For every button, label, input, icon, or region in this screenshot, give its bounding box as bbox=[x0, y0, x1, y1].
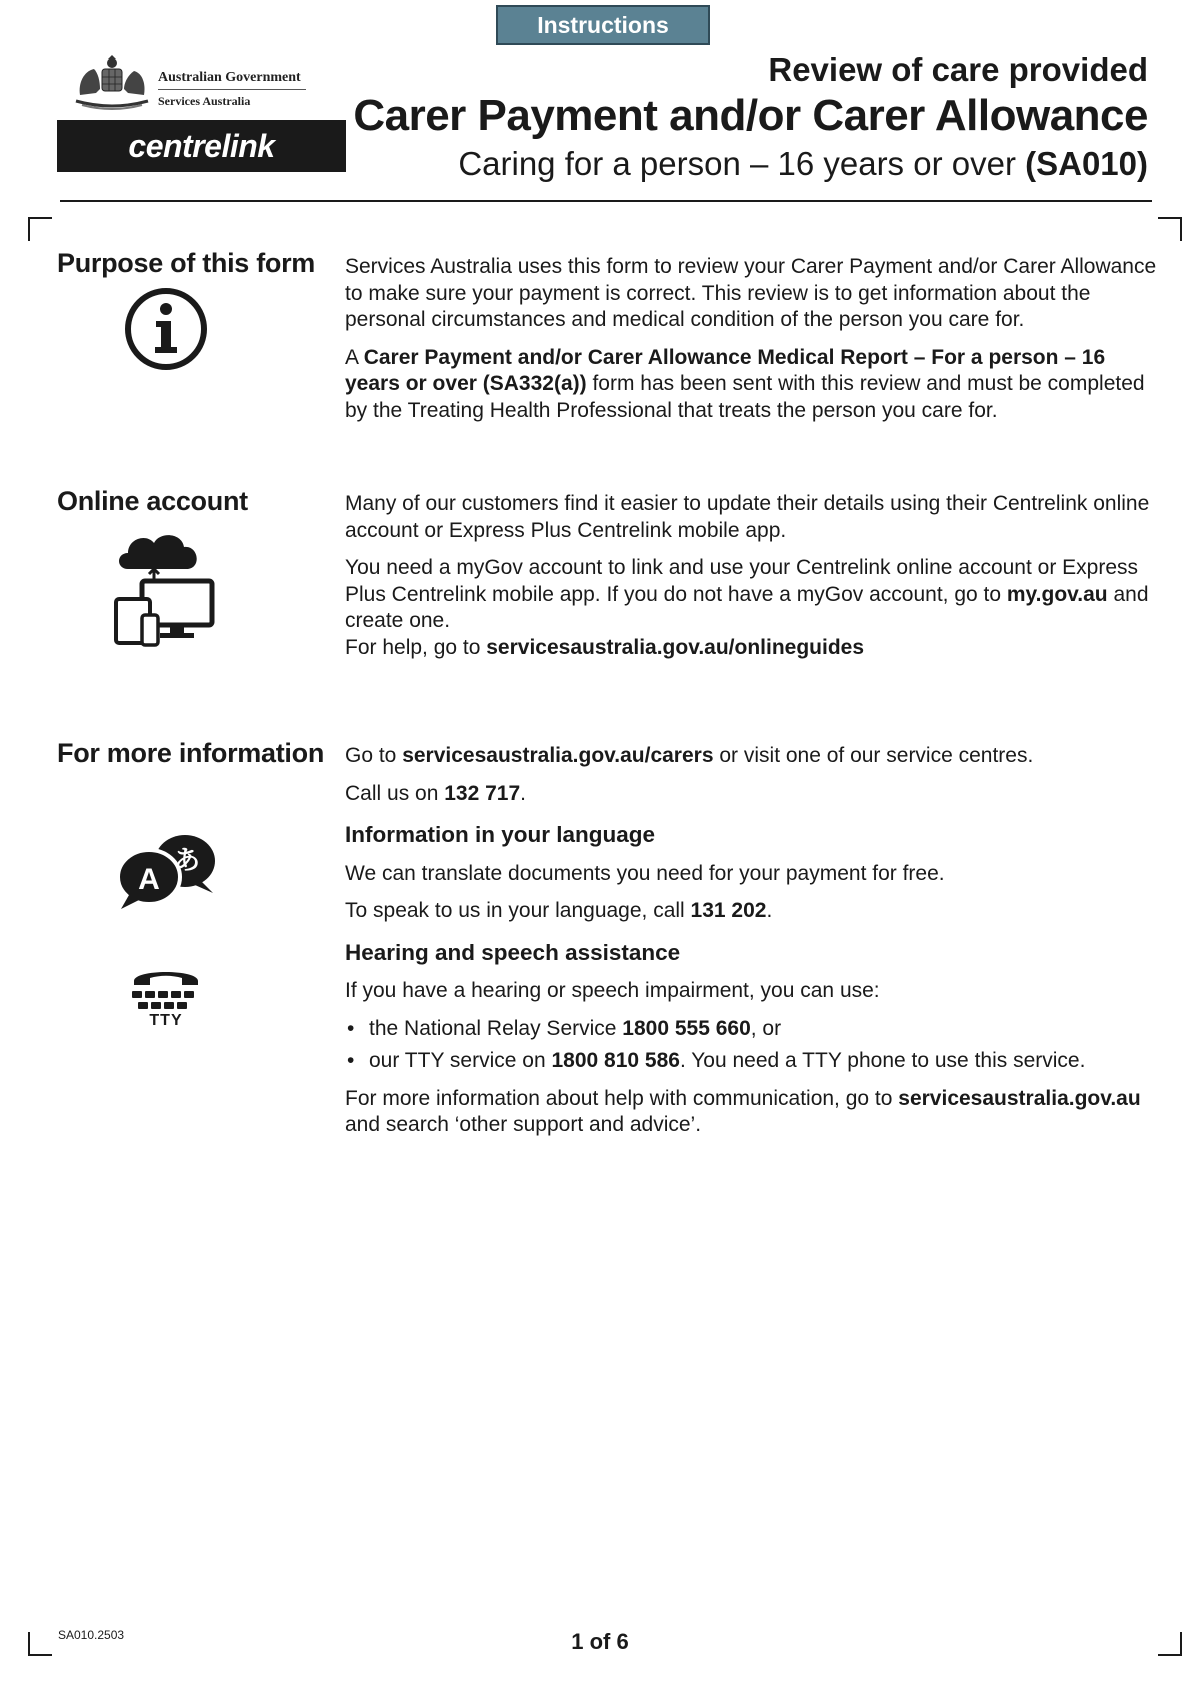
purpose-paragraph-2 bbox=[345, 345, 1157, 425]
language-paragraph-1: We can translate documents you need for your payment for free. bbox=[345, 861, 945, 885]
hearing-heading: Hearing and speech assistance bbox=[345, 939, 681, 965]
language-p2-tail: . bbox=[766, 899, 773, 922]
tty-phone-number: 1800 810 586 bbox=[551, 1049, 680, 1072]
hearing-options-list bbox=[345, 1016, 1157, 1075]
mygov-link[interactable]: my.gov.au bbox=[1006, 582, 1108, 606]
purpose-body bbox=[345, 254, 1157, 435]
online-p2-lead: You need a myGov account to link and use your Centrelink online account or Express Plus Centrelink mobile app. If you do not have a myGov account, go to bbox=[345, 556, 1139, 606]
svg-text:A: A bbox=[138, 863, 160, 896]
nrs-tail: , or bbox=[750, 1016, 782, 1040]
online-p3-lead: For help, go to bbox=[345, 635, 487, 659]
hearing-outro-lead: For more information about help with communication, go to bbox=[345, 1086, 899, 1110]
tty-lead: our TTY service on bbox=[369, 1049, 552, 1072]
page-number: 1 of 6 bbox=[571, 1629, 629, 1654]
call-us-tail: . bbox=[520, 781, 526, 805]
more-info-p1-lead: Go to bbox=[345, 744, 403, 767]
footer-form-code: SA010.2503 bbox=[58, 1628, 125, 1642]
language-paragraph-2 bbox=[345, 898, 1157, 925]
more-information-heading: For more information bbox=[57, 738, 325, 768]
more-info-paragraph-2 bbox=[345, 781, 1157, 808]
online-paragraph-3 bbox=[345, 635, 1157, 662]
online-p2-tail: and create one. bbox=[345, 582, 1149, 632]
purpose-heading: Purpose of this form bbox=[57, 248, 316, 278]
page-subtitle bbox=[353, 142, 1148, 186]
nrs-phone-number: 1800 555 660 bbox=[622, 1016, 751, 1040]
medical-report-form-name: Carer Payment and/or Carer Allowance Medical Report – For a person – 16 years or over (SA332(a)) bbox=[345, 345, 1106, 395]
title-small: Review of care provided bbox=[768, 51, 1148, 88]
nrs-lead: the National Relay Service bbox=[369, 1016, 623, 1040]
list-item bbox=[345, 1048, 1157, 1075]
agency-name: Services Australia bbox=[158, 94, 251, 108]
government-name-rule bbox=[158, 89, 306, 90]
online-account-heading: Online account bbox=[57, 486, 248, 516]
language-translation-icon bbox=[115, 833, 218, 911]
more-info-paragraph-1 bbox=[345, 743, 1157, 770]
call-us-lead: Call us on bbox=[345, 781, 445, 805]
centrelink-logo: centrelink bbox=[57, 120, 346, 172]
subtitle-text: Caring for a person – 16 years or over bbox=[458, 145, 1016, 182]
cloud-devices-icon bbox=[112, 527, 220, 647]
language-phone-number: 131 202 bbox=[690, 899, 767, 922]
services-australia-link[interactable]: servicesaustralia.gov.au bbox=[898, 1086, 1141, 1110]
online-guides-link[interactable]: servicesaustralia.gov.au/onlineguides bbox=[486, 635, 865, 659]
language-p2-lead: To speak to us in your language, call bbox=[345, 899, 691, 922]
instructions-tab: Instructions bbox=[496, 5, 710, 45]
crop-mark-top-right bbox=[1158, 217, 1182, 241]
tty-tail: . You need a TTY phone to use this service. bbox=[679, 1049, 1086, 1072]
subtitle-form-code: (SA010) bbox=[1025, 145, 1148, 182]
main-phone-number: 132 717 bbox=[444, 781, 521, 805]
hearing-outro-tail: and search ‘other support and advice’. bbox=[345, 1113, 702, 1136]
title-block bbox=[353, 50, 1148, 186]
hearing-outro bbox=[345, 1086, 1157, 1139]
hearing-intro: If you have a hearing or speech impairment, you can use: bbox=[345, 979, 880, 1002]
info-icon bbox=[124, 287, 208, 371]
more-information-body bbox=[345, 743, 1157, 1150]
online-account-body bbox=[345, 491, 1157, 672]
purpose-p2-lead: A bbox=[345, 345, 364, 369]
language-heading: Information in your language bbox=[345, 822, 656, 847]
more-info-p1-tail: or visit one of our service centres. bbox=[713, 744, 1034, 767]
government-name: Australian Government bbox=[158, 70, 301, 85]
online-paragraph-2 bbox=[345, 555, 1157, 635]
tty-label: TTY bbox=[149, 1012, 183, 1029]
list-item bbox=[345, 1016, 1157, 1043]
purpose-p2-tail: form has been sent with this review and must be completed by the Treating Health Professional that treats the person you care for. bbox=[345, 372, 1145, 422]
crop-mark-top-left bbox=[28, 217, 52, 241]
svg-text:あ: あ bbox=[173, 846, 201, 876]
carers-link[interactable]: servicesaustralia.gov.au/carers bbox=[402, 744, 714, 767]
page-title: Carer Payment and/or Carer Allowance bbox=[353, 91, 1148, 140]
coat-of-arms-icon bbox=[72, 55, 152, 113]
purpose-paragraph-1: Services Australia uses this form to review your Carer Payment and/or Carer Allowance to make sure your payment is correct. This review is to get information about the personal circumstances and medical condition of the person you care for. bbox=[345, 255, 1157, 331]
online-paragraph-1: Many of our customers find it easier to update their details using their Centrelink online account or Express Plus Centrelink mobile app. bbox=[345, 492, 1150, 542]
title-divider bbox=[60, 200, 1152, 202]
